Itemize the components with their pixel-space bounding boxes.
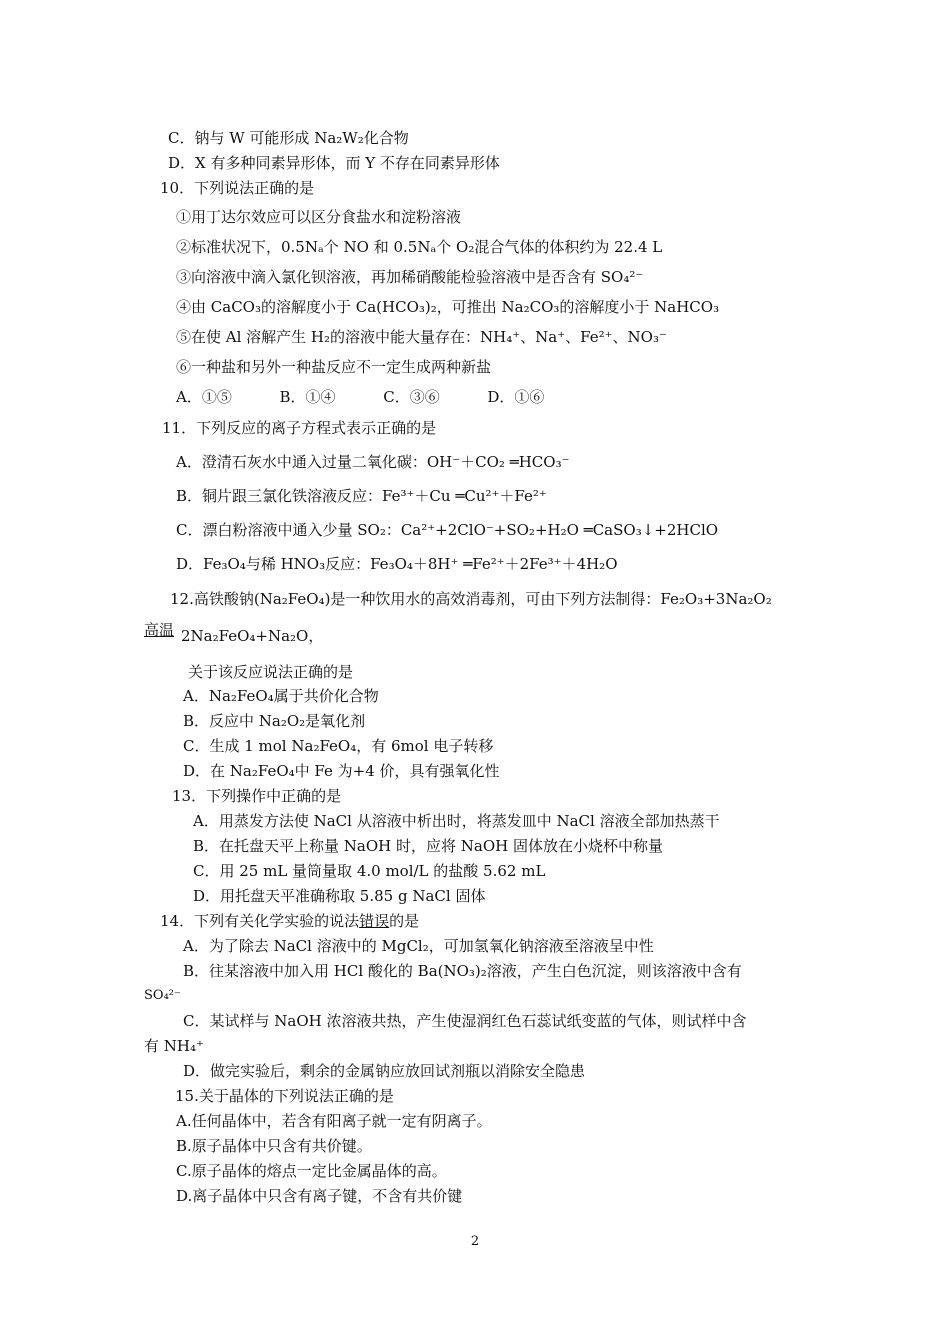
q12-option-d: D．在 Na₂FeO₄中 Fe 为+4 价，具有强氧化性 <box>183 762 500 780</box>
q12-option-c: C．生成 1 mol Na₂FeO₄，有 6mol 电子转移 <box>183 737 494 755</box>
q13-option-b: B．在托盘天平上称量 NaOH 时，应将 NaOH 固体放在小烧杯中称量 <box>193 837 663 855</box>
q11-option-d: D．Fe₃O₄与稀 HNO₃反应：Fe₃O₄＋8H⁺ ═Fe²⁺＋2Fe³⁺＋4H₂O <box>176 555 618 573</box>
q14-option-c: C．某试样与 NaOH 浓溶液共热，产生使湿润红色石蕊试纸变蓝的气体，则试样中含 <box>183 1012 747 1030</box>
q11-stem: 11．下列反应的离子方程式表示正确的是 <box>162 419 437 437</box>
q14-stem-suffix: 的是 <box>389 912 420 930</box>
q11-option-a: A．澄清石灰水中通入过量二氧化碳：OH⁻＋CO₂ ═HCO₃⁻ <box>176 453 570 471</box>
q12-sub-stem: 关于该反应说法正确的是 <box>188 663 354 681</box>
q10-statement-2: ②标准状况下，0.5Nₐ个 NO 和 0.5Nₐ个 O₂混合气体的体积约为 22.4 L <box>176 238 663 256</box>
q15-option-d: D.离子晶体中只含有离子键，不含有共价键 <box>176 1187 463 1205</box>
q10-statement-6: ⑥一种盐和另外一种盐反应不一定生成两种新盐 <box>176 358 492 376</box>
q9-option-c: C．钠与 W 可能形成 Na₂W₂化合物 <box>168 129 409 147</box>
q14-option-d: D．做完实验后，剩余的金属钠应放回试剂瓶以消除安全隐患 <box>183 1062 586 1080</box>
q14-option-a: A．为了除去 NaCl 溶液中的 MgCl₂，可加氢氧化钠溶液至溶液呈中性 <box>183 937 654 955</box>
q15-option-b: B.原子晶体中只含有共价键。 <box>176 1137 372 1155</box>
q11-option-c: C．漂白粉溶液中通入少量 SO₂：Ca²⁺+2ClO⁻+SO₂+H₂O ═CaSO₃↓+2HClO <box>176 521 719 539</box>
q14-option-b-continued: SO₄²⁻ <box>144 988 181 1003</box>
q11-option-b: B．铜片跟三氯化铁溶液反应：Fe³⁺＋Cu ═Cu²⁺＋Fe²⁺ <box>176 487 547 505</box>
q10-statement-4: ④由 CaCO₃的溶解度小于 Ca(HCO₃)₂，可推出 Na₂CO₃的溶解度小于 NaHCO₃ <box>176 298 720 316</box>
q12-reaction-product: 2Na₂FeO₄+Na₂O， <box>181 627 324 645</box>
q14-stem <box>160 911 419 931</box>
q13-stem: 13．下列操作中正确的是 <box>172 787 342 805</box>
q10-statement-1: ①用丁达尔效应可以区分食盐水和淀粉溶液 <box>176 208 462 226</box>
q12-option-b: B．反应中 Na₂O₂是氧化剂 <box>183 712 366 730</box>
q12-reaction-condition: 高温 <box>144 621 175 639</box>
q13-option-a: A．用蒸发方法使 NaCl 从溶液中析出时，将蒸发皿中 NaCl 溶液全部加热蒸干 <box>193 812 720 830</box>
q14-option-b: B．往某溶液中加入用 HCl 酸化的 Ba(NO₃)₂溶液，产生白色沉淀，则该溶液中含有 <box>183 962 742 980</box>
q10-options: A．①⑤ B．①④ C．③⑥ D．①⑥ <box>176 388 545 406</box>
q12-stem: 12.高铁酸钠(Na₂FeO₄)是一种饮用水的高效消毒剂，可由下列方法制得：Fe₂O₃+3Na₂O₂ <box>170 590 772 608</box>
q9-option-d: D．X 有多种同素异形体，而 Y 不存在同素异形体 <box>168 154 500 172</box>
q10-statement-5: ⑤在使 Al 溶解产生 H₂的溶液中能大量存在：NH₄⁺、Na⁺、Fe²⁺、NO₃⁻ <box>176 328 667 346</box>
q14-stem-prefix: 14．下列有关化学实验的说法 <box>160 912 360 930</box>
q15-option-a: A.任何晶体中，若含有阳离子就一定有阴离子。 <box>176 1112 492 1130</box>
q13-option-c: C．用 25 mL 量筒量取 4.0 mol/L 的盐酸 5.62 mL <box>193 862 546 880</box>
q14-stem-emphasis: 错误 <box>359 912 390 930</box>
q15-stem: 15.关于晶体的下列说法正确的是 <box>175 1087 394 1105</box>
q15-option-c: C.原子晶体的熔点一定比金属晶体的高。 <box>176 1162 447 1180</box>
q13-option-d: D．用托盘天平准确称取 5.85 g NaCl 固体 <box>193 887 486 905</box>
q12-option-a: A．Na₂FeO₄属于共价化合物 <box>183 687 379 705</box>
q10-stem: 10．下列说法正确的是 <box>160 179 315 197</box>
q14-option-c-continued: 有 NH₄⁺ <box>144 1037 204 1055</box>
q10-statement-3: ③向溶液中滴入氯化钡溶液，再加稀硝酸能检验溶液中是否含有 SO₄²⁻ <box>176 268 644 286</box>
page-number: 2 <box>470 1234 480 1249</box>
